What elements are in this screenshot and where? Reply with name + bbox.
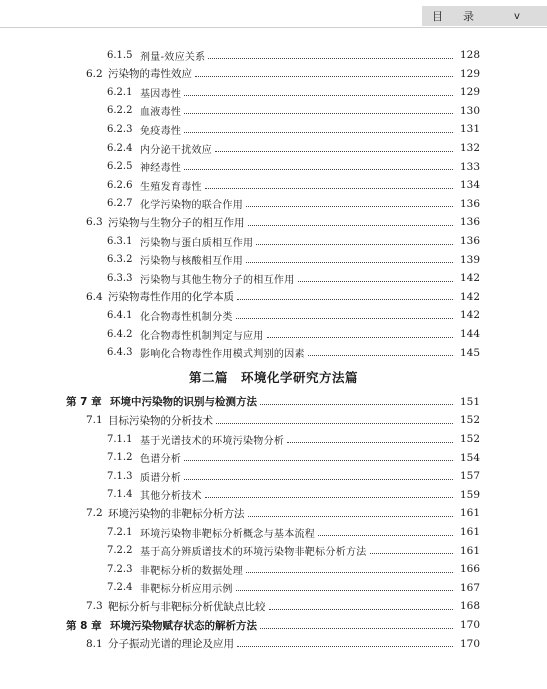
header-page-number: v bbox=[514, 10, 520, 22]
dot-leader bbox=[246, 572, 453, 573]
toc-subsection-row[interactable] bbox=[0, 467, 547, 485]
toc-section-row[interactable] bbox=[0, 597, 547, 615]
toc-entry-title: 目标污染物的分析技术 bbox=[108, 414, 213, 427]
header-label-2: 录 bbox=[463, 10, 474, 23]
toc-entry-page: 167 bbox=[459, 581, 480, 594]
toc-entry-title: 非靶标分析应用示例 bbox=[140, 584, 233, 596]
toc-entry-page: 161 bbox=[459, 507, 480, 520]
toc-entry-title: 污染物毒性作用的化学本质 bbox=[108, 291, 234, 304]
toc-entry-title: 污染物与生物分子的相互作用 bbox=[108, 216, 245, 229]
toc-entry-number: 7.1.3 bbox=[107, 470, 133, 482]
toc-entry-page: 132 bbox=[459, 142, 480, 154]
toc-entry-title: 污染物与蛋白质相互作用 bbox=[140, 237, 254, 249]
toc-subsection-row[interactable] bbox=[0, 430, 547, 448]
dot-leader bbox=[287, 442, 453, 443]
dot-leader bbox=[256, 244, 453, 245]
toc-entry-title: 分子振动光谱的理论及应用 bbox=[108, 638, 234, 651]
toc-entry-title: 环境污染物赋存状态的解析方法 bbox=[110, 619, 257, 632]
dot-leader bbox=[248, 516, 454, 517]
dot-leader bbox=[184, 132, 453, 133]
toc-entry-number: 7.3 bbox=[86, 600, 103, 613]
dot-leader bbox=[195, 76, 453, 77]
toc-entry-page: 170 bbox=[459, 637, 480, 650]
dot-leader bbox=[208, 58, 453, 59]
toc-entry-page: 130 bbox=[459, 104, 480, 117]
toc-entry-title: 质谱分析 bbox=[140, 472, 182, 484]
toc-subsection-row[interactable] bbox=[0, 176, 547, 194]
toc-entry-number: 6.4.2 bbox=[107, 328, 133, 340]
toc-subsection-row[interactable] bbox=[0, 102, 547, 120]
toc-entry-number: 第 7 章 bbox=[66, 396, 102, 409]
dot-leader bbox=[246, 262, 453, 263]
dot-leader bbox=[370, 553, 453, 554]
toc-entry-number: 7.2.3 bbox=[107, 563, 133, 575]
toc-entry-page: 128 bbox=[459, 49, 480, 61]
toc-entry-number: 6.2.6 bbox=[107, 179, 133, 191]
dot-leader bbox=[237, 646, 453, 647]
toc-entry-number: 6.3.3 bbox=[107, 272, 133, 284]
toc-entry-number: 7.2.1 bbox=[107, 526, 133, 538]
toc-section-row[interactable] bbox=[0, 635, 547, 653]
dot-leader bbox=[267, 337, 453, 338]
dot-leader bbox=[205, 188, 453, 189]
toc-chapter-row[interactable] bbox=[0, 393, 547, 411]
dot-leader bbox=[248, 225, 454, 226]
toc-subsection-row[interactable] bbox=[0, 542, 547, 560]
toc-entry-number: 6.1.5 bbox=[107, 49, 133, 61]
toc-entry-number: 6.2.3 bbox=[107, 123, 133, 135]
toc-section-row[interactable] bbox=[0, 288, 547, 306]
toc-entry-number: 6.2.4 bbox=[107, 142, 133, 154]
toc-subsection-row[interactable] bbox=[0, 195, 547, 213]
toc-entry-number: 第 8 章 bbox=[66, 619, 102, 632]
dot-leader bbox=[237, 299, 453, 300]
toc-entry-number: 6.3.2 bbox=[107, 254, 133, 266]
dot-leader bbox=[318, 535, 453, 536]
toc-entry-title: 基因毒性 bbox=[140, 88, 182, 100]
dot-leader bbox=[184, 479, 453, 480]
toc-subsection-row[interactable] bbox=[0, 486, 547, 504]
toc-entry-page: 152 bbox=[459, 433, 480, 445]
dot-leader bbox=[184, 95, 453, 96]
toc-entry-number: 6.2 bbox=[86, 67, 103, 80]
toc-entry-number: 6.2.5 bbox=[107, 161, 133, 173]
toc-entry-number: 6.2.1 bbox=[107, 86, 133, 98]
dot-leader bbox=[260, 628, 453, 629]
toc-entry-page: 136 bbox=[459, 235, 480, 247]
toc-entry-number: 7.1.1 bbox=[107, 433, 133, 445]
toc-subsection-row[interactable] bbox=[0, 251, 547, 269]
toc-entry-title: 内分泌干扰效应 bbox=[140, 144, 213, 156]
toc-entry-title: 其他分析技术 bbox=[140, 491, 202, 503]
toc-entry-title: 靶标分析与非靶标分析优缺点比较 bbox=[108, 600, 266, 613]
toc-entry-title: 剂量-效应关系 bbox=[140, 51, 206, 63]
toc-entry-title: 非靶标分析的数据处理 bbox=[140, 565, 243, 577]
toc-entry-page: 166 bbox=[459, 563, 480, 576]
toc-subsection-row[interactable] bbox=[0, 560, 547, 578]
toc-chapter-row[interactable] bbox=[0, 616, 547, 634]
toc-subsection-row[interactable] bbox=[0, 83, 547, 101]
dot-leader bbox=[215, 151, 453, 152]
toc-entry-page: 139 bbox=[459, 253, 480, 266]
toc-subsection-row[interactable] bbox=[0, 158, 547, 176]
toc-entry-title: 基于高分辨质谱技术的环境污染物非靶标分析方法 bbox=[140, 547, 367, 559]
header-label-1: 目 bbox=[432, 10, 443, 23]
toc-section-row[interactable] bbox=[0, 411, 547, 429]
toc-entry-number: 6.2.2 bbox=[107, 105, 133, 117]
toc-subsection-row[interactable] bbox=[0, 523, 547, 541]
dot-leader bbox=[205, 497, 453, 498]
toc-entry-number: 6.4 bbox=[86, 290, 103, 303]
toc-entry-page: 157 bbox=[459, 470, 480, 483]
toc-subsection-row[interactable] bbox=[0, 579, 547, 597]
toc-entry-title: 化学污染物的联合作用 bbox=[140, 200, 243, 212]
toc-entry-title: 免疫毒性 bbox=[140, 125, 182, 137]
toc-entry-page: 136 bbox=[459, 197, 480, 210]
toc-entry-title: 环境中污染物的识别与检测方法 bbox=[110, 396, 257, 409]
toc-entry-page: 142 bbox=[459, 272, 480, 285]
toc-entry-number: 7.2.2 bbox=[107, 545, 133, 557]
toc-entry-page: 129 bbox=[459, 67, 480, 80]
toc-entry-title: 环境污染物的非靶标分析方法 bbox=[108, 507, 245, 520]
toc-entry-number: 7.2.4 bbox=[107, 582, 133, 594]
toc-entry-page: 129 bbox=[459, 86, 480, 99]
toc-entry-number: 7.1.4 bbox=[107, 489, 133, 501]
toc-entry-title: 污染物的毒性效应 bbox=[108, 68, 192, 81]
toc-entry-title: 神经毒性 bbox=[140, 163, 182, 175]
dot-leader bbox=[269, 609, 454, 610]
toc-entry-number: 6.2.7 bbox=[107, 198, 133, 210]
toc-entry-page: 142 bbox=[459, 290, 480, 303]
dot-leader bbox=[246, 206, 453, 207]
part-heading: 第二篇 环境化学研究方法篇 bbox=[188, 370, 358, 386]
toc-section-row[interactable] bbox=[0, 213, 547, 231]
toc-section-row[interactable] bbox=[0, 504, 547, 522]
toc-entry-page: 151 bbox=[459, 395, 480, 408]
toc-subsection-row[interactable] bbox=[0, 449, 547, 467]
toc-entry-number: 6.3.1 bbox=[107, 235, 133, 247]
toc-entry-title: 污染物与核酸相互作用 bbox=[140, 256, 243, 268]
toc-entry-number: 7.1.2 bbox=[107, 452, 133, 464]
toc-entry-number: 7.1 bbox=[86, 414, 103, 427]
toc-entry-title: 色谱分析 bbox=[140, 454, 182, 466]
toc-subsection-row[interactable] bbox=[0, 120, 547, 138]
toc-entry-title: 基于光谱技术的环境污染物分析 bbox=[140, 435, 285, 447]
toc-subsection-row[interactable] bbox=[0, 269, 547, 287]
toc-subsection-row[interactable] bbox=[0, 232, 547, 250]
dot-leader bbox=[260, 404, 453, 405]
toc-entry-title: 血液毒性 bbox=[140, 107, 182, 119]
toc-entry-page: 145 bbox=[459, 346, 480, 359]
toc-entry-page: 142 bbox=[459, 309, 480, 322]
dot-leader bbox=[184, 113, 453, 114]
toc-entry-page: 170 bbox=[459, 619, 480, 631]
toc-entry-title: 化合物毒性机制判定与应用 bbox=[140, 330, 264, 342]
toc-entry-page: 168 bbox=[459, 600, 480, 613]
toc-entry-title: 影响化合物毒性作用模式判别的因素 bbox=[140, 349, 305, 361]
toc-entry-page: 133 bbox=[459, 160, 480, 173]
toc-entry-title: 环境污染物非靶标分析概念与基本流程 bbox=[140, 528, 316, 540]
toc-entry-page: 144 bbox=[459, 328, 480, 340]
toc-entry-number: 8.1 bbox=[86, 637, 103, 650]
toc-entry-page: 159 bbox=[459, 488, 480, 501]
toc-entry-page: 134 bbox=[459, 179, 480, 192]
toc-entry-page: 161 bbox=[459, 544, 480, 557]
toc-entry-page: 131 bbox=[459, 123, 480, 136]
dot-leader bbox=[236, 318, 453, 319]
dot-leader bbox=[216, 423, 453, 424]
toc-entry-number: 6.4.3 bbox=[107, 347, 133, 359]
dot-leader bbox=[236, 590, 453, 591]
dot-leader bbox=[184, 460, 453, 461]
toc-section-row[interactable] bbox=[0, 65, 547, 83]
toc-entry-page: 136 bbox=[459, 216, 480, 229]
toc-subsection-row[interactable] bbox=[0, 344, 547, 362]
toc-entry-page: 152 bbox=[459, 414, 480, 427]
toc-entry-page: 161 bbox=[459, 526, 480, 538]
toc-subsection-row[interactable] bbox=[0, 139, 547, 157]
running-header bbox=[422, 6, 547, 26]
toc-entry-number: 7.2 bbox=[86, 507, 103, 520]
toc-subsection-row[interactable] bbox=[0, 46, 547, 64]
toc-entry-page: 154 bbox=[459, 451, 480, 464]
toc-subsection-row[interactable] bbox=[0, 306, 547, 324]
dot-leader bbox=[184, 169, 453, 170]
header-rule bbox=[0, 27, 547, 28]
toc-subsection-row[interactable] bbox=[0, 325, 547, 343]
toc-entry-number: 6.3 bbox=[86, 216, 103, 229]
toc-entry-title: 生殖发育毒性 bbox=[140, 181, 202, 193]
toc-entry-title: 污染物与其他生物分子的相互作用 bbox=[140, 274, 295, 286]
toc-entry-number: 6.4.1 bbox=[107, 309, 133, 321]
dot-leader bbox=[308, 355, 453, 356]
dot-leader bbox=[298, 281, 454, 282]
toc-entry-title: 化合物毒性机制分类 bbox=[140, 311, 233, 323]
